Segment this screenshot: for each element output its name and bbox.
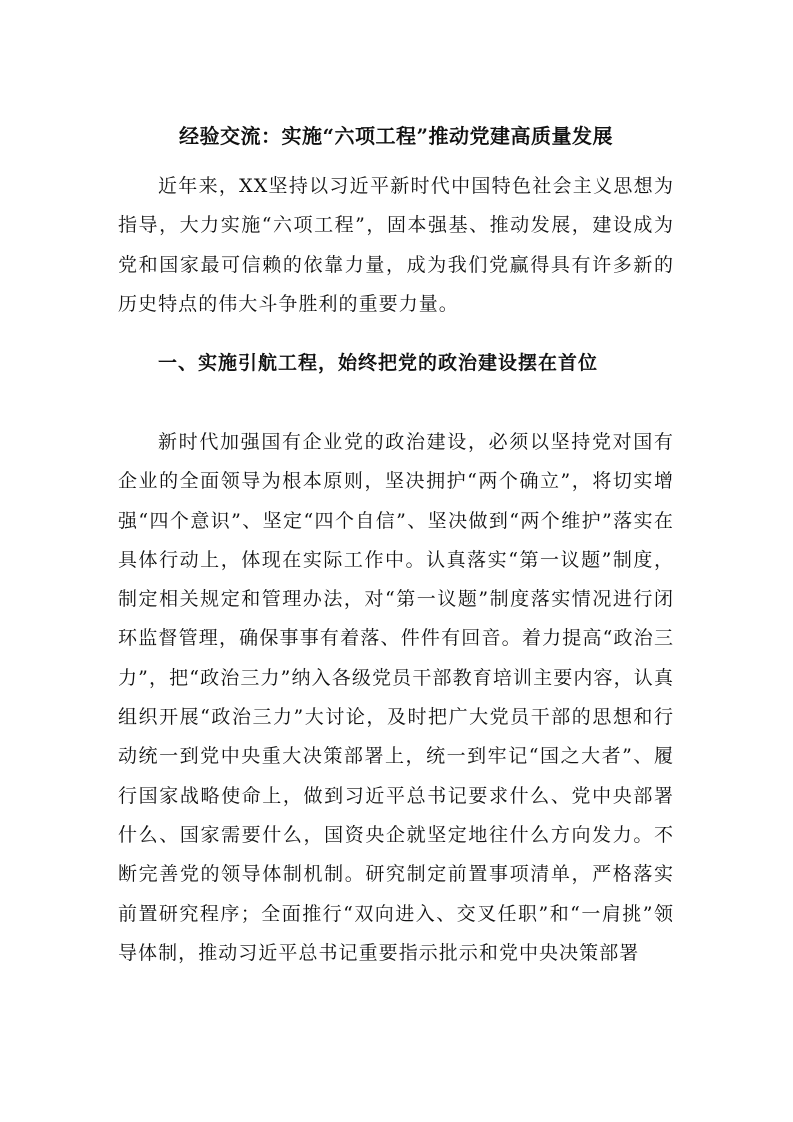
document-title: 经验交流：实施“六项工程”推动党建高质量发展 <box>178 124 613 148</box>
section-heading: 一、实施引航工程，始终把党的政治建设摆在首位 <box>158 352 599 374</box>
intro-paragraph: 近年来，XX坚持以习近平新时代中国特色社会主义思想为指导，大力实施“六项工程”，固本强基、推动发展，建设成为党和国家最可信赖的依靠力量，成为我们党赢得具有许多新的历史特点的伟大斗争胜利的重要力量。 <box>118 175 674 315</box>
section-body-paragraph: 新时代加强国有企业党的政治建设，必须以坚持党对国有企业的全面领导为根本原则，坚决拥护“两个确立”，将切实增强“四个意识”、坚定“四个自信”、坚决做到“两个维护”落实在具体行动上，体现在实际工作中。认真落实“第一议题”制度，制定相关规定和管理办法，对“第一议题”制度落实情况进行闭环监督管理，确保事事有着落、件件有回音。着力提高“政治三力”，把“政治三力”纳入各级党员干部教育培训主要内容，认真组织开展“政治三力”大讨论，及时把广大党员干部的思想和行动统一到党中央重大决策部署上，统一到牢记“国之大者”、履行国家战略使命上，做到习近平总书记要求什么、党中央部署什么、国家需要什么，国资央企就坚定地往什么方向发力。不断完善党的领导体制机制。研究制定前置事项清单，严格落实前置研究程序；全面推行“双向进入、交叉任职”和“一肩挑”领导体制，推动习近平总书记重要指示批示和党中央决策部署 <box>118 431 674 964</box>
